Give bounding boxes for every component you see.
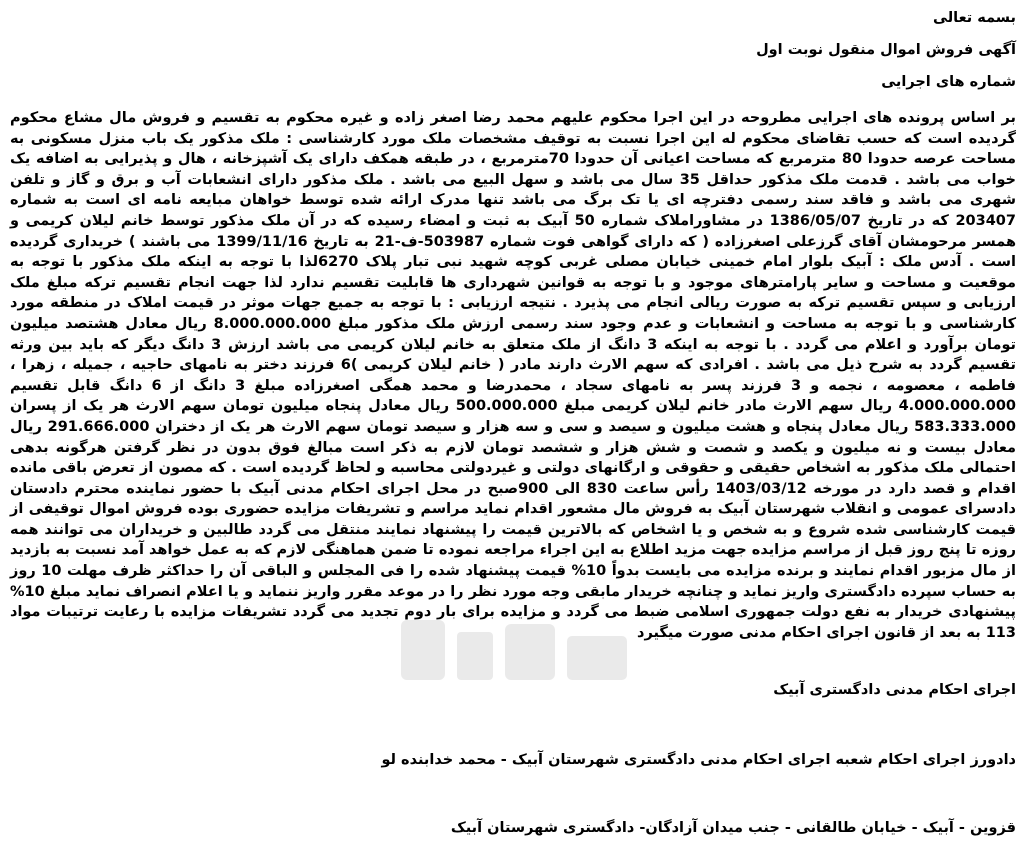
watermark-logo: [395, 610, 635, 690]
case-number-label: شماره های اجرایی: [881, 74, 1016, 90]
notice-title: آگهی فروش اموال منقول نوبت اول: [756, 42, 1016, 58]
notice-body-paragraph: بر اساس پرونده های اجرایی مطروحه در این اجرا محکوم علیهم محمد رضا اصغر زاده و غیره محکوم به تقسیم و فروش مال مشاع محکوم گردیده است که حسب تقاضای محکوم له این اجرا نسبت به توقیف مشخصات ملک مورد کارشناسی : ملک مذکور یک باب منزل مسکونی به مساحت عرصه حدودا 80 مترمربع که مساحت اعیانی آن حدودا 70مترمربع ، در طبقه همکف دارای یک آشپزخانه ، هال و پذیرایی به اضافه یک خواب می باشد . قدمت ملک مذکور حداقل 35 سال می باشد و سهل البیع می باشد . ملک مذکور دارای انشعابات آب و برق و گاز و تلفن شهری می باشد و فاقد سند رسمی دفترچه ای یا تک برگ می باشد تنها مدرک ارائه شده توسط خواهان مبایعه نامه ای است به شماره 203407 که در تاریخ 1386/05/07 در مشاوراملاک شماره 50 آبیک به ثبت و امضاء رسیده که در آن ملک مذکور توسط خانم لیلان کریمی و همسر مرحومشان آقای گرزعلی اصغرزاده ( که دارای گواهی فوت شماره 503987-ف-21 به تاریخ 1399/11/16 می باشند ) خریداری گردیده است . آدس ملک : آبیک بلوار امام خمینی خیابان مصلی غربی کوچه شهید نبی تبار پلاک 6270لذا با توجه به اینکه ملک مذکور با توجه به موقعیت و مساحت و سایر پارامترهای موجود و با توجه به قوانین شهرداری ها قابلیت تقسیم ندارد لذا جهت انجام تقسیم ترکه مبلغ ملک ارزیابی و سپس تقسیم ترکه به صورت ریالی انجام می پذیرد . نتیجه ارزیابی : با توجه به جمیع جهات موثر در قیمت املاک در منطقه مورد کارشناسی و با توجه به مساحت و انشعابات و عدم وجود سند رسمی ارزش ملک مذکور مبلغ 8.000.000.000 ریال معادل هشتصد میلیون تومان برآورد و اعلام می گردد . با توجه به اینکه 3 دانگ از ملک متعلق به خانم لیلان کریمی می باشد ارزش 3 دانگ دیگر که باید بین ورثه تقسیم گردد به شرح ذیل می باشد . افرادی که سهم الارث دارند مادر ( خانم لیلان کریمی )6 فرزند دختر به نامهای حاجیه ، جمیله ، زهرا ، فاطمه ، معصومه ، نجمه و 3 فرزند پسر به نامهای سجاد ، محمدرضا و محمد همگی اصغرزاده مبلغ 3 دانگ از 6 دانگ قابل تقسیم 4.000.000.000 ریال سهم الارث مادر خانم لیلان کریمی مبلغ 500.000.000 ریال معادل پنجاه میلیون تومان سهم الارث هر یک از پسران 583.333.000 ریال معادل پنجاه و هشت میلیون و سیصد و سی و سه هزار و سیصد تومان سهم الارث هر یک از دختران 291.666.000 ریال معادل بیست و نه میلیون و یکصد و شصت و شش هزار و ششصد تومان لازم به ذکر است مبالغ فوق بدون در نظر گرفتن هرگونه بدهی احتمالی ملک مذکور به اشخاص حقیقی و حقوقی و ارگانهای دولتی و غیردولتی محاسبه و لحاظ گردیده است . که مصون از تعرض باقی مانده اقدام و قصد دارد در مورخه 1403/03/12 رأس ساعت 830 الی 900صبح در محل اجرای احکام مدنی آبیک با حضور نماینده محترم دادستان دادسرای عمومی و انقلاب شهرستان آبیک به فروش مال مشعور اقدام نماید مراسم و تشریفات مزایده حضوری بوده فروش اموال توقیفی از قیمت کارشناسی شده شروع و به شخص و یا اشخاص که بالاترین قیمت را پیشنهاد نمایند منتقل می گردد طالبین و خریداران می توانند همه روزه تا پنج روز قبل از مراسم مزایده جهت مزید اطلاع به این اجراء مراجعه نموده تا ضمن هماهنگی لازم که به عمل خواهد آمد نسبت به بازدید از مال مزبور اقدام نمایند و برنده مزایده می بایست بدواً 10% قیمت پیشنهاد شده را فی المجلس و الباقی آن را حداکثر ظرف مهلت 10 روز به حساب سپرده دادگستری واریز نماید و چنانچه خریدار مابقی وجه مورد نظر را در موعد مقرر واریز ننماید و یا اعلام انصراف نماید مبلغ 10% پیشنهادی خریدار به نفع دولت جمهوری اسلامی ضبط می گردد و مزایده برای بار دوم تجدید می گردد تشریفات مزایده با رعایت ترتیبات مواد 113 به بعد از قانون اجرای احکام مدنی صورت میگیرد: [10, 110, 1017, 641]
office-name: اجرای احکام مدنی دادگستری آبیک: [773, 682, 1016, 698]
signatory: دادورز اجرای احکام شعبه اجرای احکام مدنی دادگستری شهرستان آبیک - محمد خدابنده لو: [381, 752, 1016, 768]
office-address: قزوین - آبیک - خیابان طالقانی - جنب میدان آزادگان- دادگستری شهرستان آبیک: [450, 820, 1016, 836]
basmala: بسمه تعالی: [933, 10, 1016, 26]
